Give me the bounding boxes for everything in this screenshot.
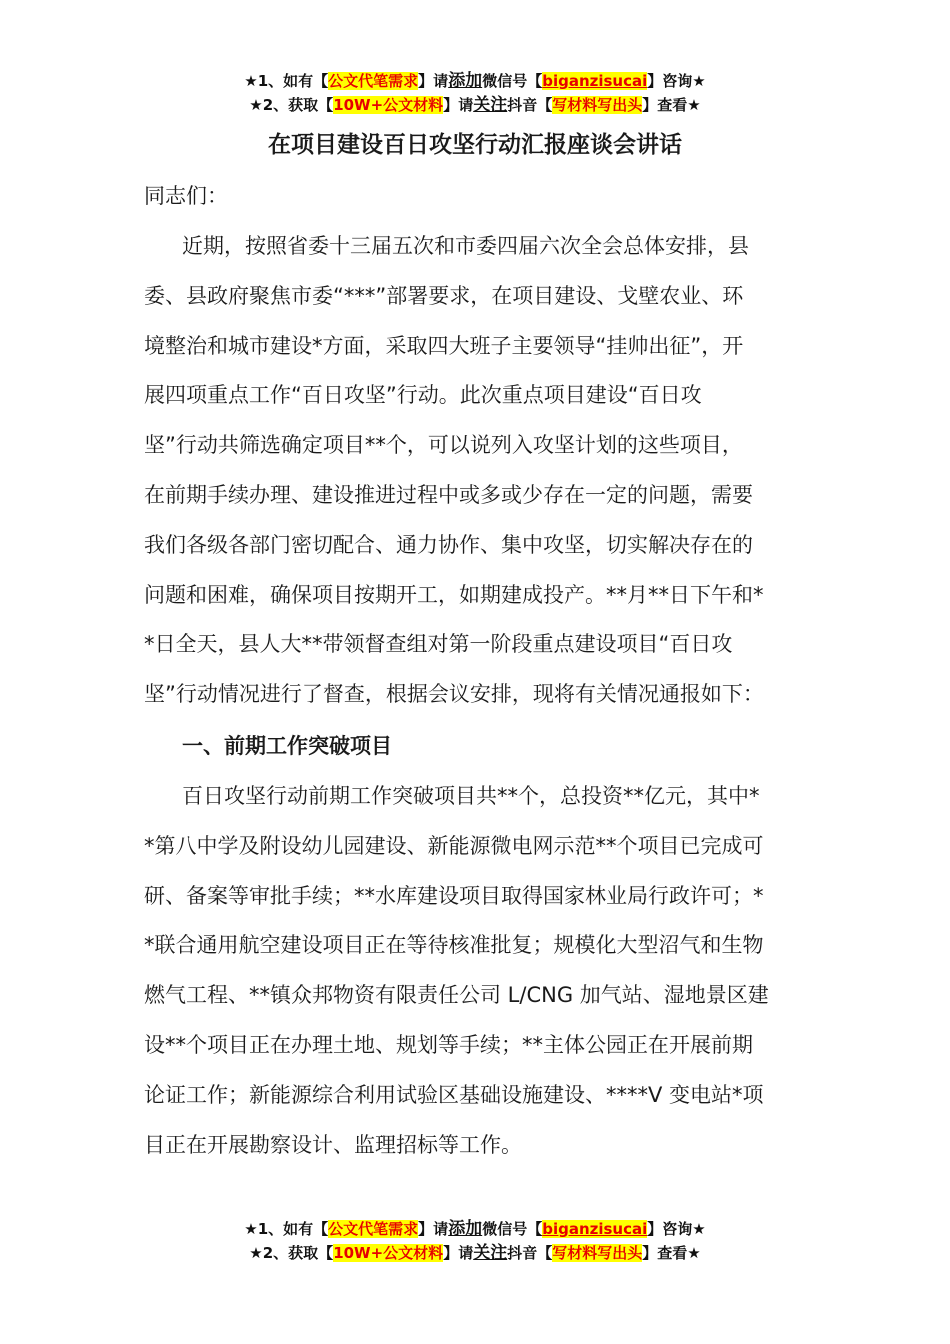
ad-highlight-wechat: biganzisucai (542, 72, 648, 90)
paragraph-line: 研、备案等审批手续；**水库建设项目取得国家林业局行政许可；* (144, 883, 764, 908)
ad-text: 】咨询★ (647, 1220, 706, 1238)
ad-text: 】咨询★ (647, 72, 706, 90)
ad-text: ★2、获取【 (249, 96, 334, 114)
ad-text: 】请 (418, 72, 449, 90)
ad-text: 】请 (443, 96, 474, 114)
ad-emphasis: 添加 (448, 71, 483, 91)
paragraph-line: 设**个项目正在办理土地、规划等手续；**主体公园正在开展前期 (144, 1032, 753, 1057)
ad-highlight-douyin: 写材料写出头 (552, 96, 643, 114)
paragraph-line: 境整治和城市建设*方面，采取四大班子主要领导“挂帅出征”，开 (144, 333, 744, 358)
paragraph-intro (144, 222, 808, 720)
ad-text: 】查看★ (642, 1244, 701, 1262)
paragraph-line: *第八中学及附设幼儿园建设、新能源微电网示范**个项目已完成可 (144, 833, 764, 858)
ad-header (0, 69, 950, 117)
ad-text: 】请 (418, 1220, 449, 1238)
ad-line-1 (0, 1217, 950, 1241)
paragraph-line: 我们各级各部门密切配合、通力协作、集中攻坚，切实解决存在的 (144, 532, 753, 557)
paragraph-line: *联合通用航空建设项目正在等待核准批复；规模化大型沼气和生物 (144, 933, 764, 958)
section-heading-text: 一、前期工作突破项目 (182, 734, 392, 758)
ad-emphasis: 关注 (473, 95, 508, 115)
ad-highlight-douyin: 写材料写出头 (552, 1244, 643, 1262)
ad-line-1 (0, 69, 950, 93)
ad-line-2 (0, 1241, 950, 1265)
ad-highlight-wechat: biganzisucai (542, 1220, 648, 1238)
ad-highlight: 公文代笔需求 (328, 1220, 419, 1238)
paragraph-line: 燃气工程、**镇众邦物资有限责任公司 L/CNG 加气站、湿地景区建 (144, 983, 769, 1008)
ad-text: 】查看★ (642, 96, 701, 114)
ad-text: 抖音【 (507, 96, 553, 114)
section-heading (144, 722, 808, 772)
paragraph-section-1 (144, 772, 808, 1170)
paragraph-line: 目正在开展勘察设计、监理招标等工作。 (144, 1132, 522, 1157)
ad-highlight: 10W+公文材料 (333, 96, 444, 114)
paragraph-line: *日全天，县人大**带领督查组对第一阶段重点建设项目“百日攻 (144, 632, 733, 657)
ad-text: 微信号【 (482, 1220, 543, 1238)
paragraph-line: 近期，按照省委十三届五次和市委四届六次全会总体安排，县 (182, 234, 749, 258)
document-title: 在项目建设百日攻坚行动汇报座谈会讲话 (268, 132, 682, 158)
greeting-line: 同志们： (144, 184, 228, 208)
ad-text: ★1、如有【 (244, 72, 329, 90)
ad-footer (0, 1217, 950, 1265)
paragraph-line: 论证工作；新能源综合利用试验区基础设施建设、****V 变电站*项 (144, 1082, 764, 1107)
ad-line-2 (0, 93, 950, 117)
ad-highlight: 10W+公文材料 (333, 1244, 444, 1262)
ad-text: 】请 (443, 1244, 474, 1262)
paragraph-line: 在前期手续办理、建设推进过程中或多或少存在一定的问题，需要 (144, 482, 753, 507)
ad-text: ★1、如有【 (244, 1220, 329, 1238)
paragraph-line: 委、县政府聚焦市委“***”部署要求，在项目建设、戈壁农业、环 (144, 283, 744, 308)
ad-text: ★2、获取【 (249, 1244, 334, 1262)
ad-text: 抖音【 (507, 1244, 553, 1262)
paragraph-line: 坚”行动共筛选确定项目**个，可以说列入攻坚计划的这些项目， (144, 433, 743, 458)
paragraph-line: 展四项重点工作“百日攻坚”行动。此次重点项目建设“百日攻 (144, 383, 702, 408)
paragraph-line: 百日攻坚行动前期工作突破项目共**个，总投资**亿元，其中* (182, 784, 760, 808)
paragraph-line: 问题和困难，确保项目按期开工，如期建成投产。**月**日下午和* (144, 582, 764, 607)
paragraph-line: 坚”行动情况进行了督查，根据会议安排，现将有关情况通报如下： (144, 682, 764, 707)
ad-highlight: 公文代笔需求 (328, 72, 419, 90)
ad-text: 微信号【 (482, 72, 543, 90)
greeting (144, 172, 808, 222)
ad-emphasis: 添加 (448, 1219, 483, 1239)
ad-emphasis: 关注 (473, 1243, 508, 1263)
